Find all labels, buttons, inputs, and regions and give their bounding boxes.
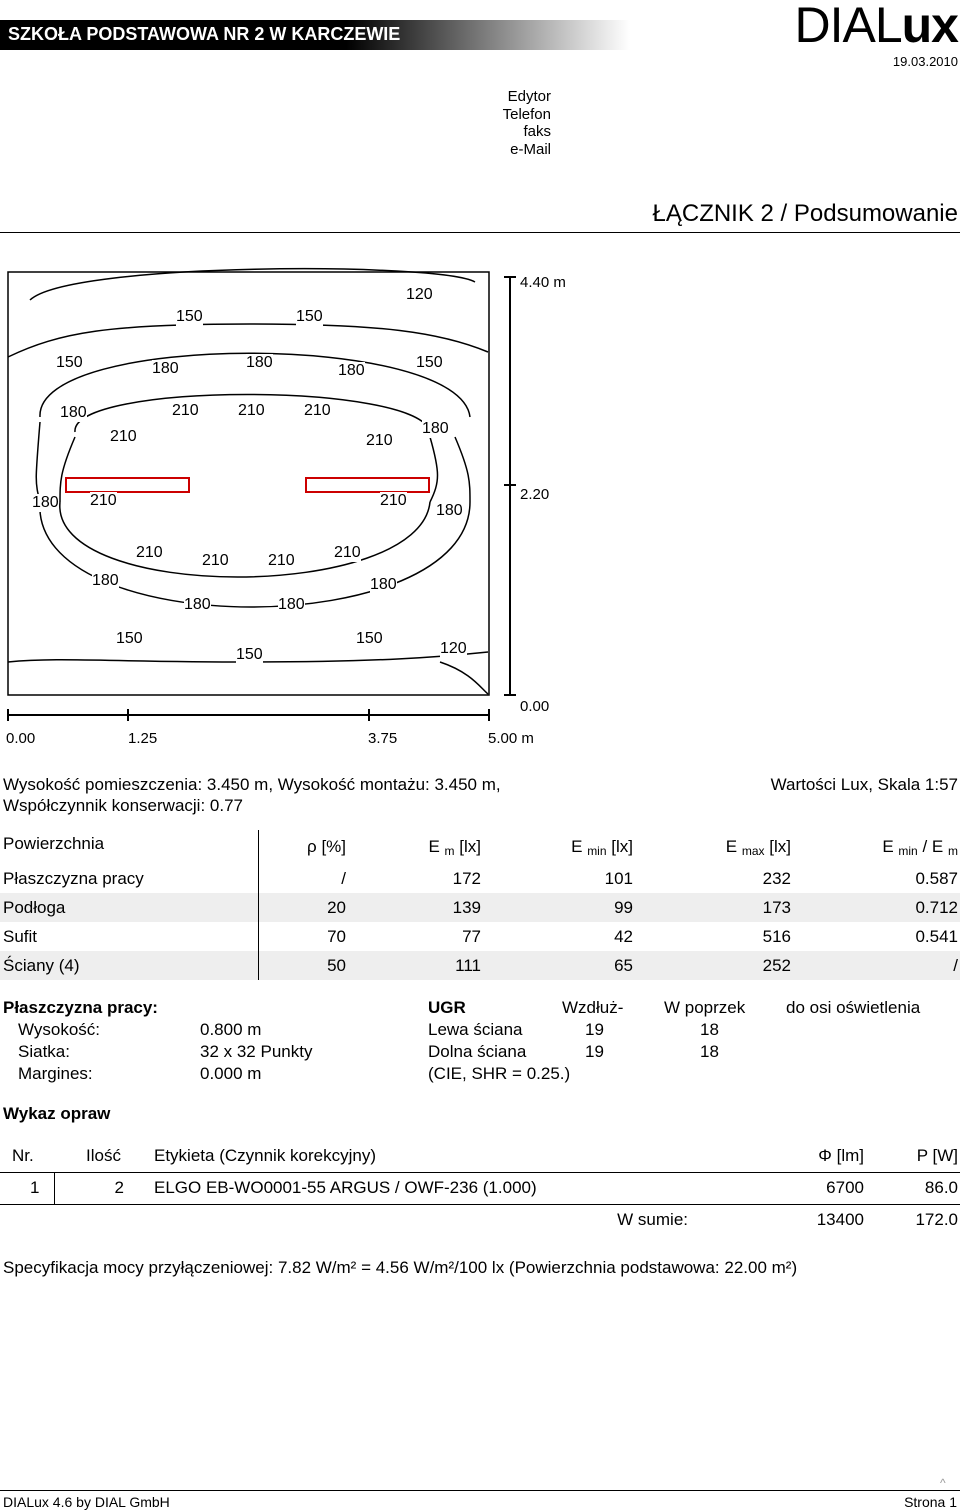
contour-label: 180 — [32, 494, 59, 511]
contact-email: e-Mail — [510, 141, 551, 158]
scale-info: Wartości Lux, Skala 1:57 — [770, 775, 958, 794]
contour-label: 150 — [416, 354, 443, 371]
col-surface: Powierzchnia — [0, 830, 258, 864]
contour-180-right — [455, 437, 470, 502]
power-specification: Specyfikacja mocy przyłączeniowej: 7.82 W/m² = 4.56 W/m²/100 lx (Powierzchnia podstawowa: 22.00 m²) — [3, 1258, 798, 1277]
workplane-height-value: 0.800 m — [200, 1020, 262, 1039]
ugr-bottom-wall: Dolna ściana — [428, 1042, 527, 1061]
luminaires-sum-row: W sumie: 13400 172.0 — [617, 1210, 958, 1230]
contour-label: 210 — [380, 492, 407, 509]
ugr-left-across: 18 — [700, 1020, 719, 1039]
ugr-left-along: 19 — [585, 1020, 604, 1039]
workplane-grid-label: Siatka: — [18, 1042, 70, 1061]
contour-label: 210 — [110, 428, 137, 445]
col-rho: ρ [%] — [307, 837, 346, 856]
contour-210-lower — [60, 502, 430, 577]
workplane-margin-value: 0.000 m — [200, 1064, 262, 1083]
logo-bold-text: ux — [901, 0, 958, 53]
contour-label: 150 — [176, 308, 203, 325]
results-row: Ściany (4) 50 111 65 252 / — [0, 951, 960, 980]
ugr-col-across: W poprzek — [664, 998, 746, 1017]
contour-label: 210 — [90, 492, 117, 509]
contact-fax: faks — [523, 123, 551, 140]
luminaires-header-row: Nr. Ilość Etykieta (Czynnik korekcyjny) Φ [lm] P [W] — [0, 1140, 960, 1172]
contact-phone: Telefon — [502, 106, 551, 123]
ugr-col-along: Wzdłuż- — [562, 998, 624, 1017]
workplane-grid-value: 32 x 32 Punkty — [200, 1042, 313, 1061]
contour-label: 150 — [356, 630, 383, 647]
contour-label: 180 — [422, 420, 449, 437]
luminaires-title: Wykaz opraw — [3, 1104, 111, 1123]
results-row: Podłoga 20 139 99 173 0.712 — [0, 893, 960, 922]
contour-label: 150 — [56, 354, 83, 371]
contour-label: 180 — [92, 572, 119, 589]
ugr-title: UGR — [428, 998, 466, 1017]
results-row: Sufit 70 77 42 516 0.541 — [0, 922, 960, 951]
isolux-plan — [0, 262, 960, 752]
ugr-col-axis: do osi oświetlenia — [786, 998, 921, 1017]
maintenance-factor-info: Współczynnik konserwacji: 0.77 — [3, 796, 243, 815]
contour-label: 210 — [268, 552, 295, 569]
workplane-margin-label: Margines: — [18, 1064, 93, 1083]
results-row: Płaszczyzna pracy / 172 101 232 0.587 — [0, 864, 960, 893]
contour-label: 180 — [60, 404, 87, 421]
ugr-note: (CIE, SHR = 0.25.) — [428, 1064, 571, 1083]
footer-software: DIALux 4.6 by DIAL GmbH — [3, 1494, 170, 1510]
room-name: ŁĄCZNIK 2 — [652, 200, 774, 227]
contour-label: 180 — [370, 576, 397, 593]
ugr-bottom-along: 19 — [585, 1042, 604, 1061]
footer-divider — [0, 1490, 960, 1491]
results-table — [0, 830, 960, 980]
contour-label: 150 — [116, 630, 143, 647]
contour-label: 210 — [304, 402, 331, 419]
contour-210-right — [430, 437, 438, 502]
chevron-up-icon: ^ — [940, 1476, 946, 1490]
title-divider — [0, 232, 960, 233]
ugr-left-wall: Lewa ściana — [428, 1020, 523, 1039]
y-axis-bottom-label: 0.00 — [520, 698, 550, 715]
contour-label: 120 — [406, 286, 433, 303]
col-ratio: E $_{min}$ / E $_m$ — [882, 836, 958, 858]
col-emin: E $_{min}$ [lx] — [571, 836, 633, 858]
contour-label: 180 — [184, 596, 211, 613]
luminaire-right — [306, 478, 429, 492]
contour-label: 210 — [334, 544, 361, 561]
ugr-bottom-across: 18 — [700, 1042, 719, 1061]
contour-120-bottom — [440, 662, 488, 694]
luminaires-table — [0, 1140, 960, 1236]
footer-page: Strona 1 — [904, 1494, 957, 1510]
logo-light-text: DIAL — [794, 0, 902, 53]
x-axis-label: 5.00 m — [488, 730, 534, 747]
results-header-row — [0, 830, 960, 864]
luminaire-row: 1 2 ELGO EB-WO0001-55 ARGUS / OWF-236 (1.000) 6700 86.0 — [0, 1172, 960, 1204]
col-emax: E $_{max}$ [lx] — [725, 836, 791, 858]
y-axis-mid-label: 2.20 — [520, 486, 550, 503]
contour-label: 210 — [172, 402, 199, 419]
y-axis-top-label: 4.40 m — [520, 274, 566, 291]
contour-180-left — [36, 422, 40, 502]
x-axis-label: 1.25 — [128, 730, 158, 747]
col-em: E $_m$ [lx] — [428, 836, 481, 858]
col-flux: Φ [lm] — [818, 1145, 864, 1165]
report-date: 19.03.2010 — [892, 54, 958, 69]
contour-label: 180 — [436, 502, 463, 519]
dialux-logo — [794, 0, 958, 53]
section-title: ŁĄCZNIK 2 / Podsumowanie — [652, 200, 958, 227]
contour-label: 150 — [296, 308, 323, 325]
x-axis-label: 3.75 — [368, 730, 398, 747]
workplane-height-label: Wysokość: — [18, 1020, 101, 1039]
contour-150-top — [8, 324, 488, 357]
room-outline — [8, 272, 489, 695]
page-name: Podsumowanie — [793, 200, 958, 227]
contour-label: 180 — [152, 360, 179, 377]
x-axis-label: 0.00 — [6, 730, 36, 747]
luminaire-left — [66, 478, 189, 492]
contour-label: 180 — [338, 362, 365, 379]
contour-label: 210 — [136, 544, 163, 561]
contour-label: 180 — [278, 596, 305, 613]
contour-label: 150 — [236, 646, 263, 663]
contour-label: 210 — [202, 552, 229, 569]
school-name: SZKOŁA PODSTAWOWA NR 2 W KARCZEWIE — [8, 24, 401, 44]
contour-label: 210 — [238, 402, 265, 419]
contour-label: 210 — [366, 432, 393, 449]
contour-label: 180 — [246, 354, 273, 371]
contact-editor: Edytor — [507, 88, 551, 105]
room-height-info: Wysokość pomieszczenia: 3.450 m, Wysokość montażu: 3.450 m, — [3, 775, 501, 794]
contour-label: 120 — [440, 640, 467, 657]
workplane-title: Płaszczyzna pracy: — [3, 998, 158, 1017]
